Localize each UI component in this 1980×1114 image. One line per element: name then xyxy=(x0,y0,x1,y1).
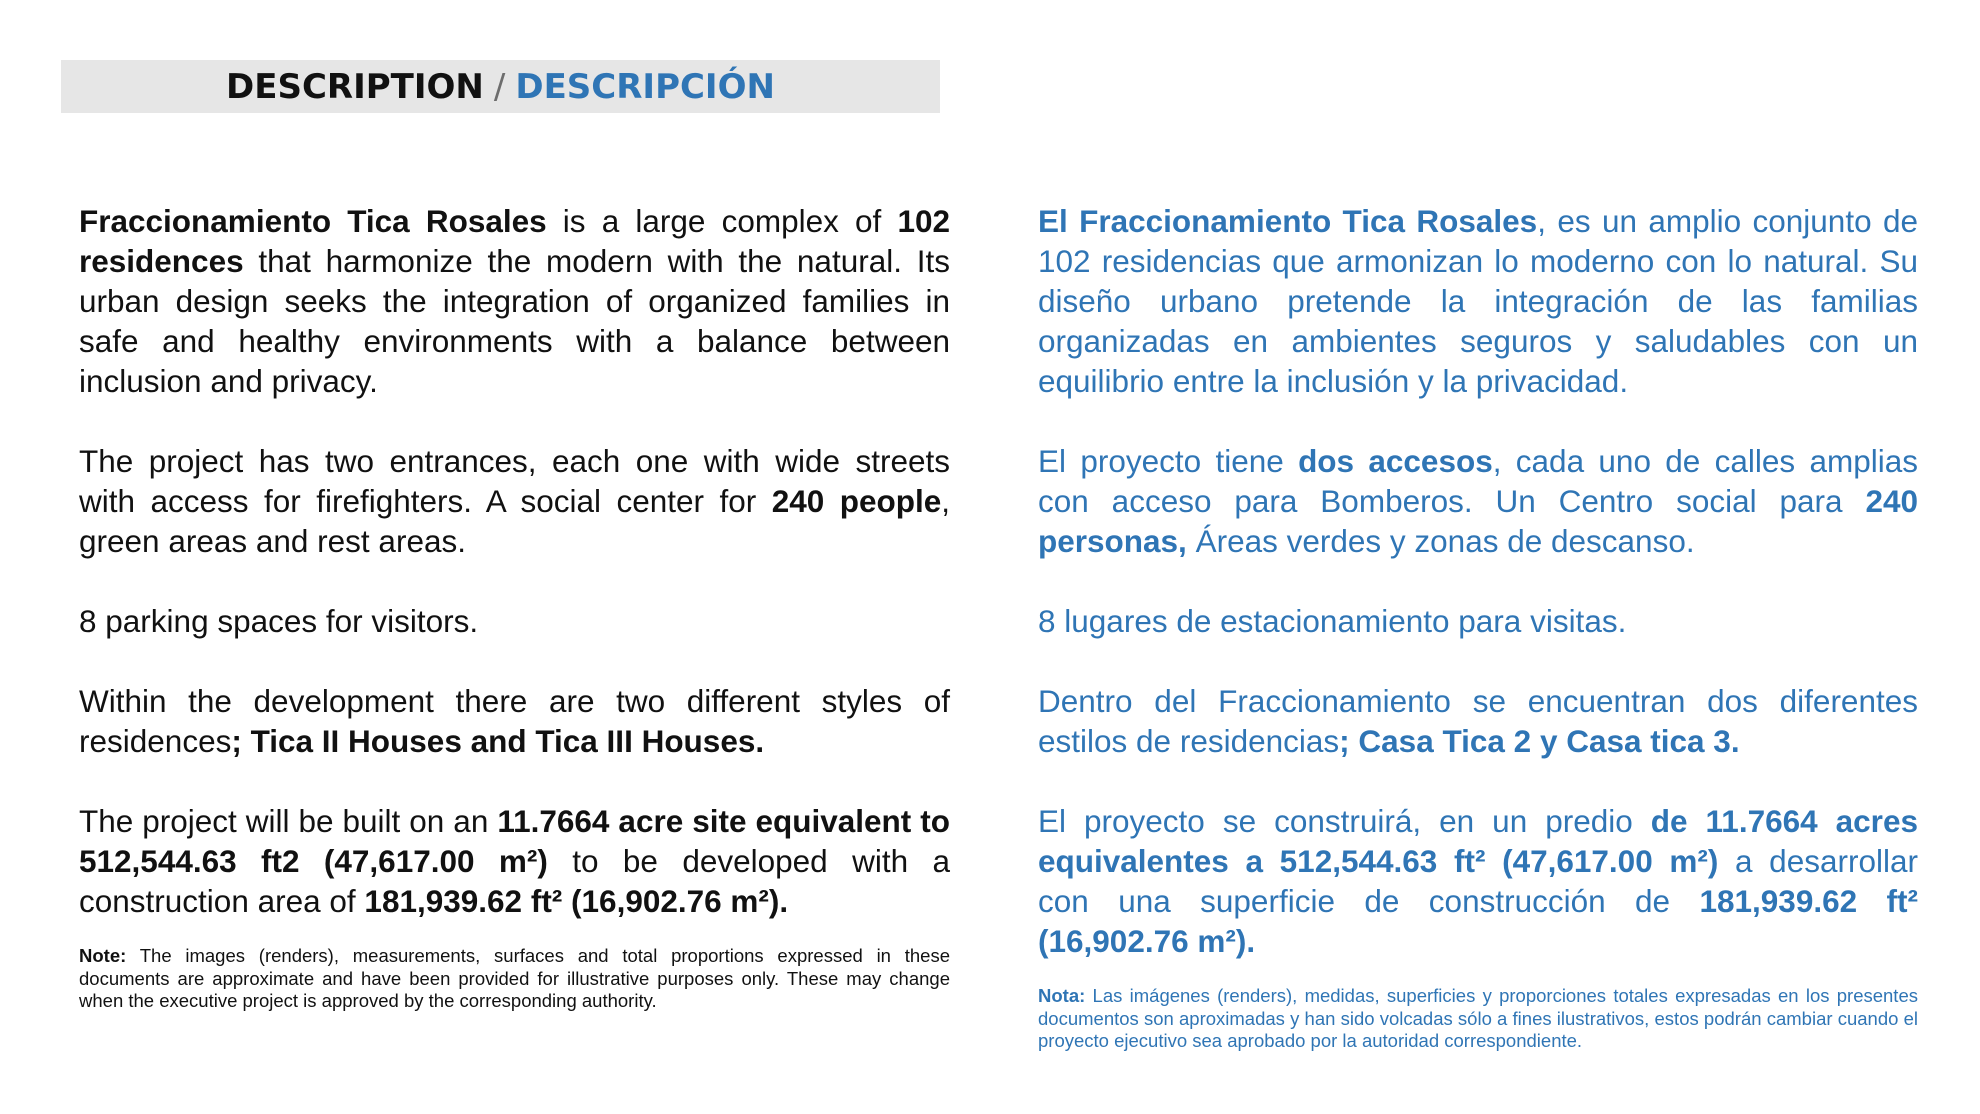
spanish-site-text-2: a desarrollar con una superficie de construcción de xyxy=(1038,843,1918,919)
section-header xyxy=(61,60,940,113)
spanish-paragraph-entrances xyxy=(1038,441,1918,561)
english-intro-text-1: is a large complex of xyxy=(546,203,898,239)
spanish-note-text: Las imágenes (renders), medidas, superficies y proporciones totales expresadas en los presentes documentos son aproximadas y han sido volcadas sólo a fines ilustrativos, estos podrán cambiar cuando el proyecto ejecutivo sea aprobado por la autoridad correspondiente. xyxy=(1038,985,1918,1051)
english-styles-names: ; Tica II Houses and Tica III Houses. xyxy=(231,723,765,759)
spanish-entrances-text-3: Áreas verdes y zonas de descanso. xyxy=(1186,523,1695,559)
spanish-paragraph-parking: 8 lugares de estacionamiento para visitas. xyxy=(1038,603,1627,639)
spanish-entrances-count: dos accesos xyxy=(1298,443,1493,479)
header-separator: / xyxy=(493,66,506,107)
spanish-paragraph-site xyxy=(1038,801,1918,961)
english-entrances-capacity: 240 people xyxy=(771,483,942,519)
english-intro-text-2: that harmonize the modern with the natural. Its urban design seeks the integration of organized families in safe and healthy environments with a balance between inclusion and privacy. xyxy=(79,243,950,399)
spanish-note xyxy=(1038,985,1918,1053)
spanish-construction-area: 181,939.62 ft² (16,902.76 m²). xyxy=(1038,883,1919,959)
spanish-paragraph-styles xyxy=(1038,681,1918,761)
spanish-styles-names: ; Casa Tica 2 y Casa tica 3. xyxy=(1339,723,1740,759)
english-site-text-2: to be developed with a construction area of xyxy=(79,843,950,919)
english-intro-name: Fraccionamiento Tica Rosales xyxy=(79,203,547,239)
english-construction-area: 181,939.62 ft² (16,902.76 m²). xyxy=(364,883,789,919)
english-column xyxy=(79,201,950,1013)
spanish-site-text-1: El proyecto se construirá, en un predio xyxy=(1038,803,1651,839)
spanish-column xyxy=(1038,201,1918,1053)
english-styles-text: Within the development there are two different styles of residences xyxy=(79,683,950,759)
english-site-area: 11.7664 acre site equivalent to 512,544.63 ft2 (47,617.00 m²) xyxy=(79,803,950,879)
header-title-english: DESCRIPTION xyxy=(226,66,484,107)
english-paragraph-entrances xyxy=(79,441,950,561)
english-paragraph-parking: 8 parking spaces for visitors. xyxy=(79,603,479,639)
english-entrances-text-1: The project has two entrances, each one with wide streets with access for firefighters. A social center for xyxy=(79,443,950,519)
english-paragraph-intro xyxy=(79,201,950,401)
spanish-entrances-capacity: 240 personas, xyxy=(1038,483,1918,559)
spanish-intro-name: El Fraccionamiento Tica Rosales xyxy=(1038,203,1538,239)
english-site-text-1: The project will be built on an xyxy=(79,803,498,839)
english-note xyxy=(79,945,950,1013)
header-title-spanish: DESCRIPCIÓN xyxy=(515,66,775,107)
spanish-site-area: de 11.7664 acres equivalentes a 512,544.63 ft² (47,617.00 m²) xyxy=(1038,803,1918,879)
english-intro-residences: 102 residences xyxy=(79,203,951,279)
spanish-note-label: Nota: xyxy=(1038,985,1086,1006)
spanish-styles-text: Dentro del Fraccionamiento se encuentran dos diferentes estilos de residencias xyxy=(1038,683,1918,759)
spanish-entrances-text-2: , cada uno de calles amplias con acceso para Bomberos. Un Centro social para xyxy=(1038,443,1918,519)
english-paragraph-site xyxy=(79,801,950,921)
spanish-intro-text: , es un amplio conjunto de 102 residencias que armonizan lo moderno con lo natural. Su diseño urbano pretende la integración de las familias organizadas en ambientes seguros y saludables con un equilibrio entre la inclusión y la privacidad. xyxy=(1038,203,1919,399)
spanish-paragraph-intro xyxy=(1038,201,1918,401)
spanish-entrances-text-1: El proyecto tiene xyxy=(1038,443,1299,479)
english-note-label: Note: xyxy=(79,945,127,966)
english-note-text: The images (renders), measurements, surfaces and total proportions expressed in these documents are approximate and have been provided for illustrative purposes only. These may change when the executive project is approved by the corresponding authority. xyxy=(79,945,950,1011)
english-entrances-text-2: , green areas and rest areas. xyxy=(79,483,951,559)
english-paragraph-styles xyxy=(79,681,950,761)
